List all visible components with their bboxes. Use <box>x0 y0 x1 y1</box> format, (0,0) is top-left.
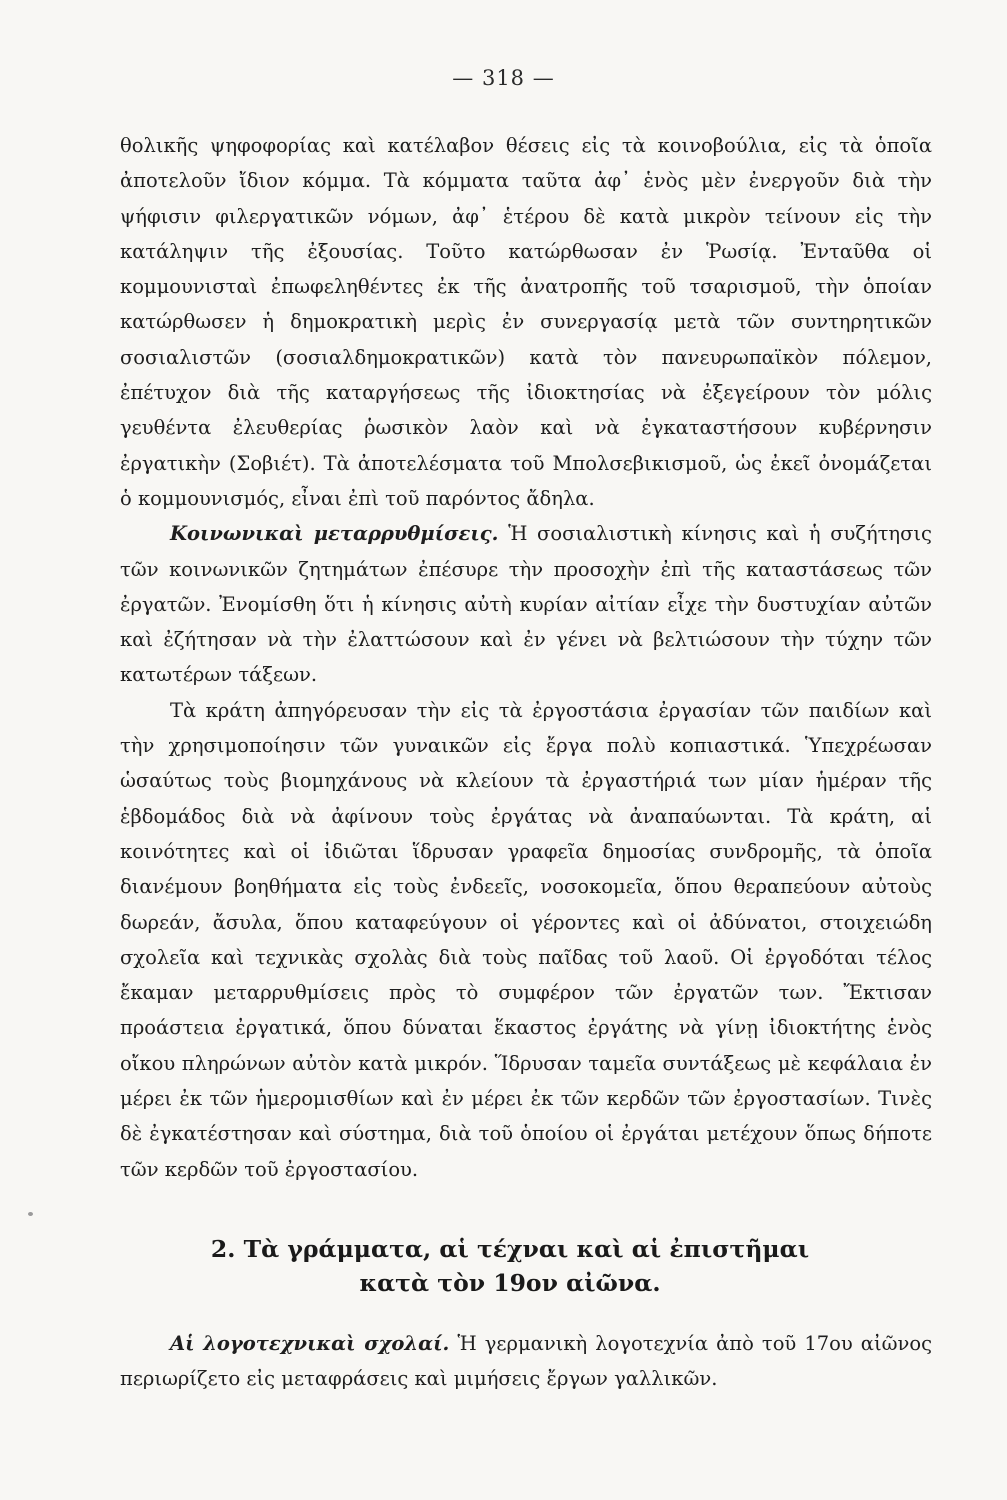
paragraph-continuation: θολικῆς ψηφοφορίας καὶ κατέλαβον θέσεις εἰς τὰ κοινοβούλια, εἰς τὰ ὁποῖα ἀποτελοῦν ἴδιον κόμμα. Τὰ κόμματα ταῦτα ἀφ᾽ ἑνὸς μὲν ἐνεργοῦν διὰ τὴν ψήφισιν φιλεργατικῶν νόμων, ἀφ᾽ ἑτέρου δὲ κατὰ μικρὸν τείνουν εἰς τὴν κατάληψιν τῆς ἐξουσίας. Τοῦτο κατώρθωσαν ἐν Ῥωσίᾳ. Ἐνταῦθα οἱ κομμουνισταὶ ἐπωφεληθέντες ἐκ τῆς ἀνατροπῆς τοῦ τσαρισμοῦ, τὴν ὁποίαν κατώρθωσεν ἡ δημοκρατικὴ μερὶς ἐν συνεργασίᾳ μετὰ τῶν συντηρητικῶν σοσιαλιστῶν (σοσιαλδημοκρατικῶν) κατὰ τὸν πανευρωπαϊκὸν πόλεμον, ἐπέτυχον διὰ τῆς καταργήσεως τῆς ἰδιοκτησίας νὰ ἐξεγείρουν τὸν μόλις γευθέντα ἐλευθερίας ῥωσικὸν λαὸν καὶ νὰ ἐγκαταστήσουν κυβέρνησιν ἐργατικὴν (Σοβιέτ). Τὰ ἀποτελέσματα τοῦ Μπολσεβικισμοῦ, ὡς ἐκεῖ ὀνομάζεται ὁ κομμουνισμός, εἶναι ἐπὶ τοῦ παρόντος ἄδηλα. <box>120 134 932 510</box>
run-in-heading-social-reforms: Κοινωνικαὶ μεταρρυθμίσεις. <box>170 522 499 546</box>
section-heading <box>150 1232 870 1300</box>
literary-schools-block <box>120 1326 932 1397</box>
paragraph-literary-schools-text: Ἡ γερμανικὴ λογοτεχνία ἀπὸ τοῦ 17ου αἰῶνος περιωρίζετο εἰς μεταφράσεις καὶ μιμήσεις ἔργων γαλλικῶν. <box>120 1332 933 1391</box>
run-in-heading-literary-schools: Αἱ λογοτεχνικαὶ σχολαί. <box>170 1332 450 1355</box>
page-number: — 318 — <box>452 66 555 90</box>
paragraph-social-reforms-text: Ἡ σοσιαλιστικὴ κίνησις καὶ ἡ συζήτησις τῶν κοινωνικῶν ζητημάτων ἐπέσυρε τὴν προσοχὴν ἐπὶ τῆς καταστάσεως τῶν ἐργατῶν. Ἐνομίσθη ὅτι ἡ κίνησις αὐτὴ κυρίαν αἰτίαν εἶχε τὴν δυστυχίαν αὐτῶν καὶ ἐζήτησαν νὰ τὴν ἐλαττώσουν καὶ ἐν γένει νὰ βελτιώσουν τὴν τύχην τῶν κατωτέρων τάξεων. <box>120 522 932 687</box>
paragraph-social-reforms <box>120 516 932 692</box>
section-heading-line-1: 2. Τὰ γράμματα, αἱ τέχναι καὶ αἱ ἐπιστῆμαι <box>210 1235 810 1263</box>
body-text <box>120 128 932 1187</box>
paragraph-literary-schools <box>120 1326 932 1397</box>
paragraph-state-measures: Τὰ κράτη ἀπηγόρευσαν τὴν εἰς τὰ ἐργοστάσια ἐργασίαν τῶν παιδίων καὶ τὴν χρησιμοποίησιν τῶν γυναικῶν εἰς ἔργα πολὺ κοπιαστικά. Ὑπεχρέωσαν ὡσαύτως τοὺς βιομηχάνους νὰ κλείουν τὰ ἐργαστήριά των μίαν ἡμέραν τῆς ἑβδομάδος διὰ νὰ ἀφίνουν τοὺς ἐργάτας νὰ ἀναπαύωνται. Τὰ κράτη, αἱ κοινότητες καὶ οἱ ἰδιῶται ἵδρυσαν γραφεῖα δημοσίας συνδρομῆς, τὰ ὁποῖα διανέμουν βοηθήματα εἰς τοὺς ἐνδεεῖς, νοσοκομεῖα, ὅπου θεραπεύουν αὐτοὺς δωρεάν, ἄσυλα, ὅπου καταφεύγουν οἱ γέροντες καὶ οἱ ἀδύνατοι, στοιχειώδη σχολεῖα καὶ τεχνικὰς σχολὰς διὰ τοὺς παῖδας τοῦ λαοῦ. Οἱ ἐργοδόται τέλος ἔκαμαν μεταρρυθμίσεις πρὸς τὸ συμφέρον τῶν ἐργατῶν των. Ἔκτισαν προάστεια ἐργατικά, ὅπου δύναται ἕκαστος ἐργάτης νὰ γίνῃ ἰδιοκτήτης ἑνὸς οἴκου πληρώνων αὐτὸν κατὰ μικρόν. Ἵδρυσαν ταμεῖα συντάξεως μὲ κεφάλαια ἐν μέρει ἐκ τῶν ἡμερομισθίων καὶ ἐν μέρει ἐκ τῶν κερδῶν τῶν ἐργοστασίων. Τινὲς δὲ ἐγκατέστησαν καὶ σύστημα, διὰ τοῦ ὁποίου οἱ ἐργάται μετέχουν ὅπως δήποτε τῶν κερδῶν τοῦ ἐργοστασίου. <box>120 698 932 1181</box>
print-speck-mark <box>28 1212 33 1216</box>
section-heading-line-2: κατὰ τὸν 19ον αἰῶνα. <box>359 1269 661 1297</box>
